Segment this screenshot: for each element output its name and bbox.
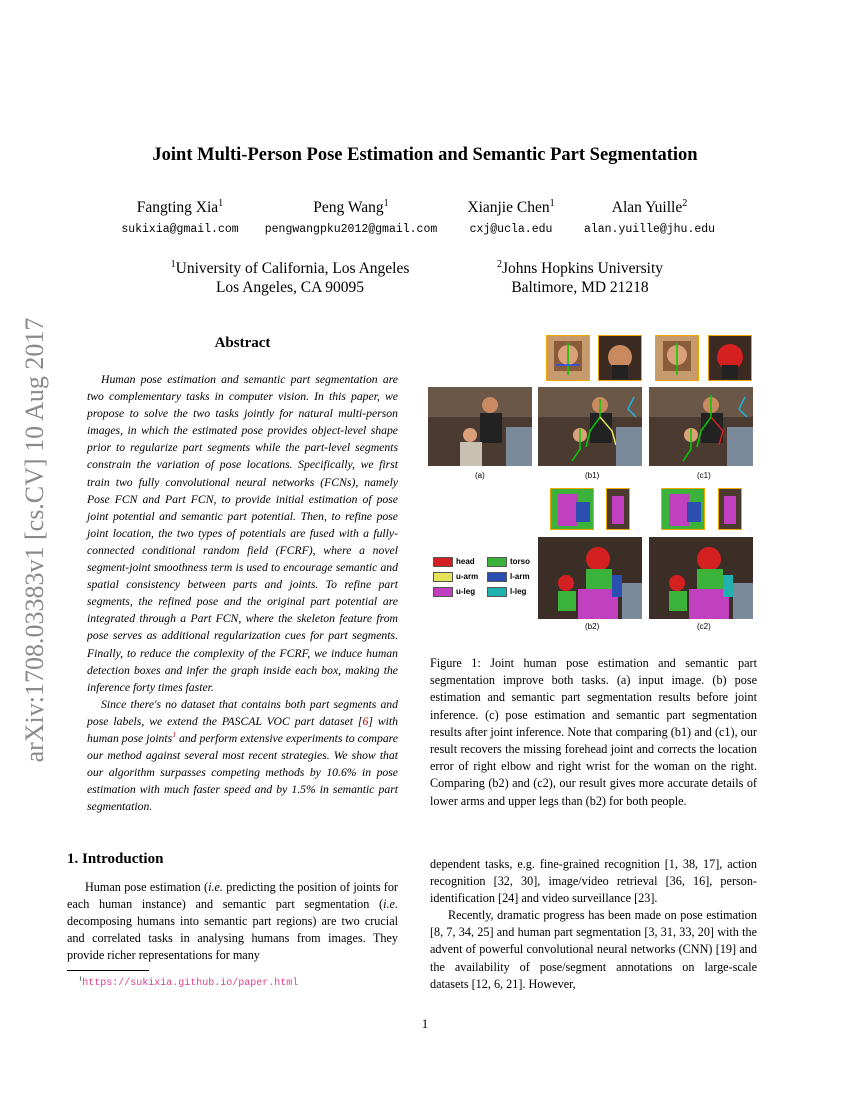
sub-label-c1: (c1) (697, 471, 711, 480)
footnote-ref[interactable]: 1 (172, 730, 176, 740)
result-image-b2 (538, 537, 642, 619)
sub-label-b1: (b1) (585, 471, 600, 480)
legend-item-l-leg: l-leg (487, 587, 526, 597)
legend-swatch (487, 557, 507, 567)
abstract-heading: Abstract (214, 335, 271, 351)
abstract-paragraph: Since there's no dataset that contains both part segments and pose labels, we extend the PASCAL VOC part dataset [6] with human pose joints$^1$ and perform extensive experiments to compare our method against several most recent strategies. We show that our algorithm surpasses competing methods by 10.6% in pose estimation with much faster speed and by 1.5% in semantic part segmentation. (87, 697, 398, 814)
footnote-url[interactable]: https://sukixia.github.io/paper.html (82, 978, 299, 989)
arxiv-sidebar (10, 285, 60, 795)
legend-swatch (433, 587, 453, 597)
author-name: Peng Wang (313, 199, 384, 216)
crop-image-c2-right (718, 488, 742, 530)
author-name: Fangting Xia (136, 199, 219, 216)
legend-item-u-leg: u-leg (433, 587, 475, 597)
legend-item-torso: torso (487, 557, 530, 567)
author-2: Peng Wang$^1$ pengwangpku2012@gmail.com (252, 199, 450, 236)
section-heading: 1. Introduction (67, 851, 164, 867)
legend-swatch (433, 572, 453, 582)
crop-image-b2-left (550, 488, 594, 530)
sub-label-c2: (c2) (697, 622, 711, 631)
legend-item-l-arm: l-arm (487, 572, 530, 582)
author-name: Alan Yuille (611, 199, 683, 216)
crop-image-b2-right (606, 488, 630, 530)
author-email[interactable]: sukixia@gmail.com (121, 223, 239, 236)
legend-swatch (487, 587, 507, 597)
legend-swatch (433, 557, 453, 567)
result-image-c1 (649, 387, 753, 466)
author-3: Xianjie Chen$^1$ cxj@ucla.edu (455, 199, 567, 236)
input-image-a (428, 387, 532, 466)
result-image-b1 (538, 387, 642, 466)
crop-image-c1-right (708, 335, 752, 381)
crop-image-b1-right (598, 335, 642, 381)
footnote: $^1$https://sukixia.github.io/paper.html (79, 975, 299, 989)
author-4: Alan Yuille$^2$ alan.yuille@jhu.edu (572, 199, 727, 236)
intro-body (67, 879, 398, 964)
legend-item-u-arm: u-arm (433, 572, 478, 582)
right-column-text (430, 856, 757, 993)
result-image-c2 (649, 537, 753, 619)
abstract-body (87, 371, 398, 815)
author-1: Fangting Xia$^1$ sukixia@gmail.com (100, 199, 260, 236)
intro-paragraph: dependent tasks, e.g. fine-grained recognition [1, 38, 17], action recognition [32, 30], image/video retrieval [36, 16], person-identification [24] and video surveillance [23]. (430, 857, 757, 906)
crop-image-c2-left (661, 488, 705, 530)
sub-label-a: (a) (475, 471, 485, 480)
author-email[interactable]: pengwangpku2012@gmail.com (264, 223, 438, 236)
abstract-paragraph: Human pose estimation and semantic part segmentation are two complementary tasks in computer vision. In this paper, we propose to solve the two tasks jointly for natural multi-person images, in which the estimated pose provides object-level shape prior to regularize part segments while the part-level segments constrain the variation of pose locations. Specifically, we first train two fully convolutional neural networks (FCNs), namely Pose FCN and Part FCN, to provide initial estimation of pose joint potential and semantic part potential. Then, to refine pose joint location, the two types of potentials are fused with a fully-connected conditional random field (FCRF), where a novel segment-joint smoothness term is used to encourage semantic and spatial consistency between parts and joints. To refine part segments, the refined pose and the original part potential are integrated through a Part FCN, where the skeleton feature from pose serves as additional regularization cues for part segments. Finally, to reduce the complexity of the FCRF, we induce human detection boxes and infer the graph inside each box, making the inference forty times faster. (87, 373, 398, 694)
legend-swatch (487, 572, 507, 582)
paper-title: Joint Multi-Person Pose Estimation and Semantic Part Segmentation (152, 145, 698, 165)
author-email[interactable]: alan.yuille@jhu.edu (583, 223, 716, 236)
sub-label-b2: (b2) (585, 622, 600, 631)
figure-1 (425, 330, 760, 635)
citation-link[interactable]: 6 (362, 714, 369, 728)
author-name: Xianjie Chen (467, 199, 550, 216)
affiliation-1: $^1$University of California, Los Angeles Los Angeles, CA 90095 (170, 258, 410, 296)
crop-image-b1-left (546, 335, 590, 381)
legend-item-head: head (433, 557, 475, 567)
intro-paragraph: Human pose estimation (i.e. predicting the position of joints for each human instance) and semantic part segmentation (i.e. decomposing humans into semantic part regions) are two crucial and correlated tasks in analysing humans from images. They provide richer representations for many (67, 880, 398, 963)
intro-paragraph: Recently, dramatic progress has been made on pose estimation [8, 7, 34, 25] and human part segmentation [3, 31, 33, 20] with the advent of powerful convolutional neural networks (CNN) [19] and the availability of pose/segment annotations on large-scale datasets [12, 6, 21]. However, (430, 908, 757, 991)
arxiv-identifier: arXiv:1708.03383v1 [cs.CV] 10 Aug 2017 (20, 317, 49, 763)
affiliation-2: $^2$Johns Hopkins University Baltimore, MD 21218 (496, 258, 664, 296)
figure-caption: Figure 1: Joint human pose estimation and semantic part segmentation improve both tasks. (a) input image. (b) pose estimation and semantic part segmentation results before joint inference. (c) pose estimation and semantic part segmentation results after joint inference. Note that comparing (b1) and (c1), our result recovers the missing forehead joint and corrects the location error of right elbow and right wrist for the woman on the right. Comparing (b2) and (c2), our result gives more accurate details of lower arms and upper legs than (b2) for both people. (430, 656, 757, 808)
page-number: 1 (421, 1016, 429, 1031)
author-email[interactable]: cxj@ucla.edu (469, 223, 553, 236)
footnote-divider (67, 970, 149, 971)
crop-image-c1-left (655, 335, 699, 381)
